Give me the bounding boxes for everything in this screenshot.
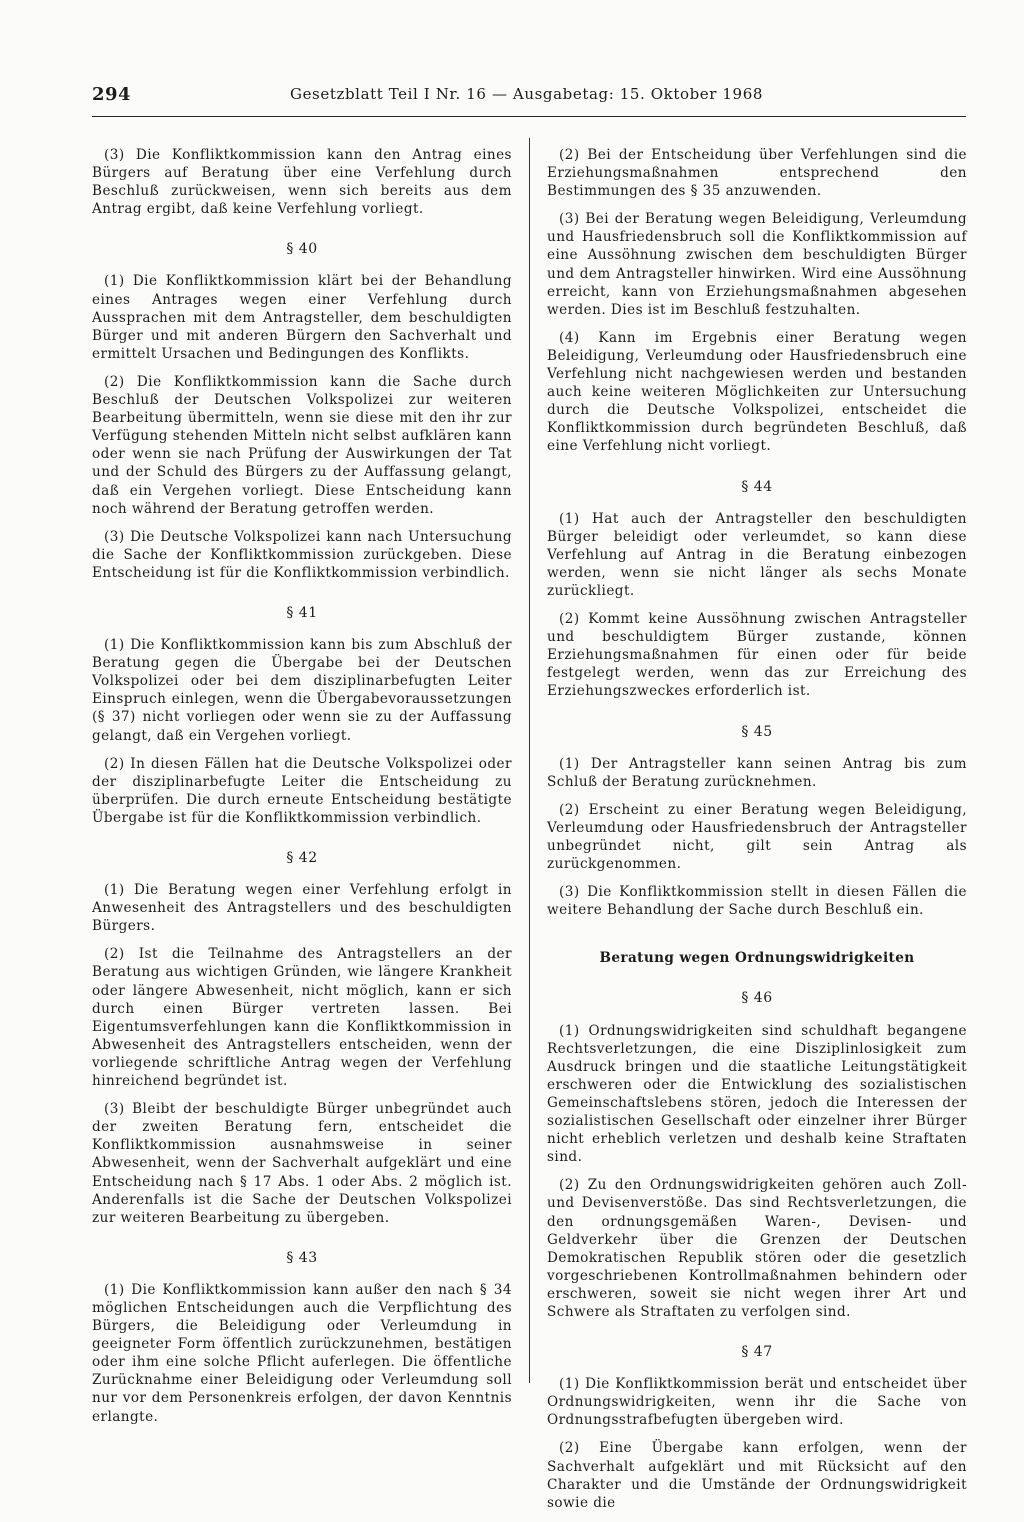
paragraph: (2) Erscheint zu einer Beratung wegen Beleidigung, Verleumdung oder Hausfriedensbruch der Antragsteller unbegründet nicht, gilt sein Antrag als zurückgenommen.: [547, 801, 967, 873]
section-heading-47: § 47: [741, 1344, 773, 1361]
paragraph: (2) In diesen Fällen hat die Deutsche Volkspolizei oder der disziplinarbefugte Leiter die Entscheidung zu überprüfen. Die durch erneute Entscheidung bestätigte Übergabe ist für die Konfliktkommission verbindlich.: [92, 755, 512, 826]
paragraph: (3) Die Konfliktkommission kann den Antrag eines Bürgers auf Beratung über eine Verfehlung durch Beschluß zurückweisen, wenn sich bereits aus dem Antrag ergibt, daß keine Verfehlung vorliegt.: [92, 147, 512, 218]
paragraph: (3) Bei der Beratung wegen Beleidigung, Verleumdung und Hausfriedensbruch soll die Konfliktkommission auf eine Aussöhnung zwischen dem beschuldigten Bürger und dem Antragsteller hinwirken. Wird eine Aussöhnung erreicht, kann von Erziehungsmaßnahmen abgesehen werden. Dies ist im Beschluß festzuhalten.: [547, 211, 967, 318]
chapter-title: Beratung wegen Ordnungswidrigkeiten: [599, 950, 915, 967]
section-heading-42: § 42: [286, 850, 318, 866]
paragraph: (1) Die Konfliktkommission berät und entscheidet über Ordnungswidrigkeiten, wenn ihr die Sache von Ordnungsstrafbefugten übergeben wird.: [547, 1376, 967, 1429]
left-column: [92, 146, 512, 1436]
right-column: [547, 146, 967, 1522]
section-heading-41: § 41: [286, 604, 318, 621]
paragraph: (3) Die Deutsche Volkspolizei kann nach Untersuchung die Sache der Konfliktkommission zurückgeben. Diese Entscheidung ist für die Konfliktkommission verbindlich.: [92, 528, 512, 581]
running-head: Gesetzblatt Teil I Nr. 16 — Ausgabetag: 15. Oktober 1968: [290, 85, 763, 103]
paragraph: (4) Kann im Ergebnis einer Beratung wegen Beleidigung, Verleumdung oder Hausfriedensbruch eine Verfehlung nicht nachgewiesen werden und bestanden auch keine weiteren Möglichkeiten zur Untersuchung durch die Deutsche Volkspolizei, entscheidet die Konfliktkommission durch begründeten Beschluß, daß eine Verfehlung nicht vorliegt.: [547, 329, 967, 455]
paragraph: (1) Ordnungswidrigkeiten sind schuldhaft begangene Rechtsverletzungen, die eine Disziplinlosigkeit zum Ausdruck bringen und die staatliche Leitungstätigkeit erschweren oder die Entwicklung des sozialistischen Gemeinschaftslebens stören, jedoch die Interessen der sozialistischen Gesellschaft oder einzelner ihrer Bürger nicht erheblich verletzen und deshalb keine Straftaten sind.: [547, 1022, 967, 1166]
section-heading-43: § 43: [286, 1249, 318, 1266]
section-heading-45: § 45: [741, 723, 773, 740]
section-heading-46: § 46: [741, 990, 773, 1007]
paragraph: (1) Die Konfliktkommission klärt bei der Behandlung eines Antrages wegen einer Verfehlung durch Aussprachen mit dem Antragsteller, dem beschuldigten Bürger und mit anderen Bürgern den Sachverhalt und ermittelt Ursachen und Bedingungen des Konflikts.: [92, 273, 512, 362]
paragraph: (2) Ist die Teilnahme des Antragstellers an der Beratung aus wichtigen Gründen, wie längere Krankheit oder längere Abwesenheit, nicht möglich, kann er sich durch einen Bürger vertreten lassen. Bei Eigentumsverfehlungen kann die Konfliktkommission in Abwesenheit des Antragstellers entscheiden, wenn der vorliegende schriftliche Antrag wegen der Verfehlung hinreichend begründet ist.: [92, 946, 512, 1090]
paragraph: (2) Kommt keine Aussöhnung zwischen Antragsteller und beschuldigtem Bürger zustande, können Erziehungsmaßnahmen für einen oder für beide festgelegt werden, wenn das zur Erreichung des Erziehungszweckes erforderlich ist.: [547, 611, 967, 700]
paragraph: (1) Die Konfliktkommission kann bis zum Abschluß der Beratung gegen die Übergabe bei der Deutschen Volkspolizei oder bei dem disziplinarbefugten Leiter Einspruch einlegen, wenn die Übergabevoraussetzungen (§ 37) nicht vorliegen oder wenn sie zu der Auffassung gelangt, daß ein Vergehen vorliegt.: [92, 637, 512, 744]
paragraph: (3) Bleibt der beschuldigte Bürger unbegründet auch der zweiten Beratung fern, entscheidet die Konfliktkommission ausnahmsweise in seiner Abwesenheit, wenn der Sachverhalt aufgeklärt und eine Entscheidung nach § 17 Abs. 1 oder Abs. 2 möglich ist. Anderenfalls ist die Sache der Deutschen Volkspolizei zur weiteren Bearbeitung zu übergeben.: [92, 1101, 512, 1226]
page-header: [92, 84, 966, 117]
paragraph: (2) Zu den Ordnungswidrigkeiten gehören auch Zoll- und Devisenverstöße. Das sind Rechtsverletzungen, die den ordnungsgemäßen Waren-, Devisen- und Geldverkehr über die Grenzen der Deutschen Demokratischen Republik stören oder die gesetzlich vorgeschriebenen Kontrollmaßnahmen behindern oder erschweren, soweit sie nicht wegen ihrer Art und Schwere als Straftaten zu verfolgen sind.: [547, 1177, 967, 1320]
column-divider: [529, 138, 530, 1383]
section-heading-40: § 40: [286, 241, 318, 258]
page-number: 294: [92, 84, 132, 105]
paragraph: (1) Die Beratung wegen einer Verfehlung erfolgt in Anwesenheit des Antragstellers und des beschuldigten Bürgers.: [92, 882, 512, 935]
paragraph: (1) Die Konfliktkommission kann außer den nach § 34 möglichen Entscheidungen auch die Verpflichtung des Bürgers, die Beleidigung oder Verleumdung in geeigneter Form öffentlich zurückzunehmen, bestätigen oder ihm eine solche Pflicht auferlegen. Die öffentliche Zurücknahme einer Beleidigung oder Verleumdung soll nur vor dem Personenkreis erfolgen, der davon Kenntnis erlangte.: [92, 1281, 512, 1425]
paragraph: (1) Hat auch der Antragsteller den beschuldigten Bürger beleidigt oder verleumdet, so kann diese Verfehlung auf Antrag in die Beratung einbezogen werden, wenn sie nicht länger als sechs Monate zurückliegt.: [547, 510, 967, 599]
paragraph: (1) Der Antragsteller kann seinen Antrag bis zum Schluß der Beratung zurücknehmen.: [547, 755, 967, 790]
paragraph: (2) Eine Übergabe kann erfolgen, wenn der Sachverhalt aufgeklärt und mit Rücksicht auf den Charakter und die Umstände der Ordnungswidrigkeit sowie die: [547, 1440, 967, 1511]
paragraph: (2) Bei der Entscheidung über Verfehlungen sind die Erziehungsmaßnahmen entsprechend den Bestimmungen des § 35 anzuwenden.: [547, 147, 967, 200]
section-heading-44: § 44: [741, 478, 773, 495]
paragraph: (2) Die Konfliktkommission kann die Sache durch Beschluß der Deutschen Volkspolizei zur weiteren Bearbeitung übermitteln, wenn sie diese mit den ihr zur Verfügung stehenden Mitteln nicht selbst aufklären kann oder wenn sie nach Prüfung der Auswirkungen der Tat und der Schuld des Bürgers zu der Auffassung gelangt, daß ein Vergehen vorliegt. Diese Entscheidung kann noch während der Beratung getroffen werden.: [92, 373, 512, 517]
paragraph: (3) Die Konfliktkommission stellt in diesen Fällen die weitere Behandlung der Sache durch Beschluß ein.: [547, 884, 967, 919]
